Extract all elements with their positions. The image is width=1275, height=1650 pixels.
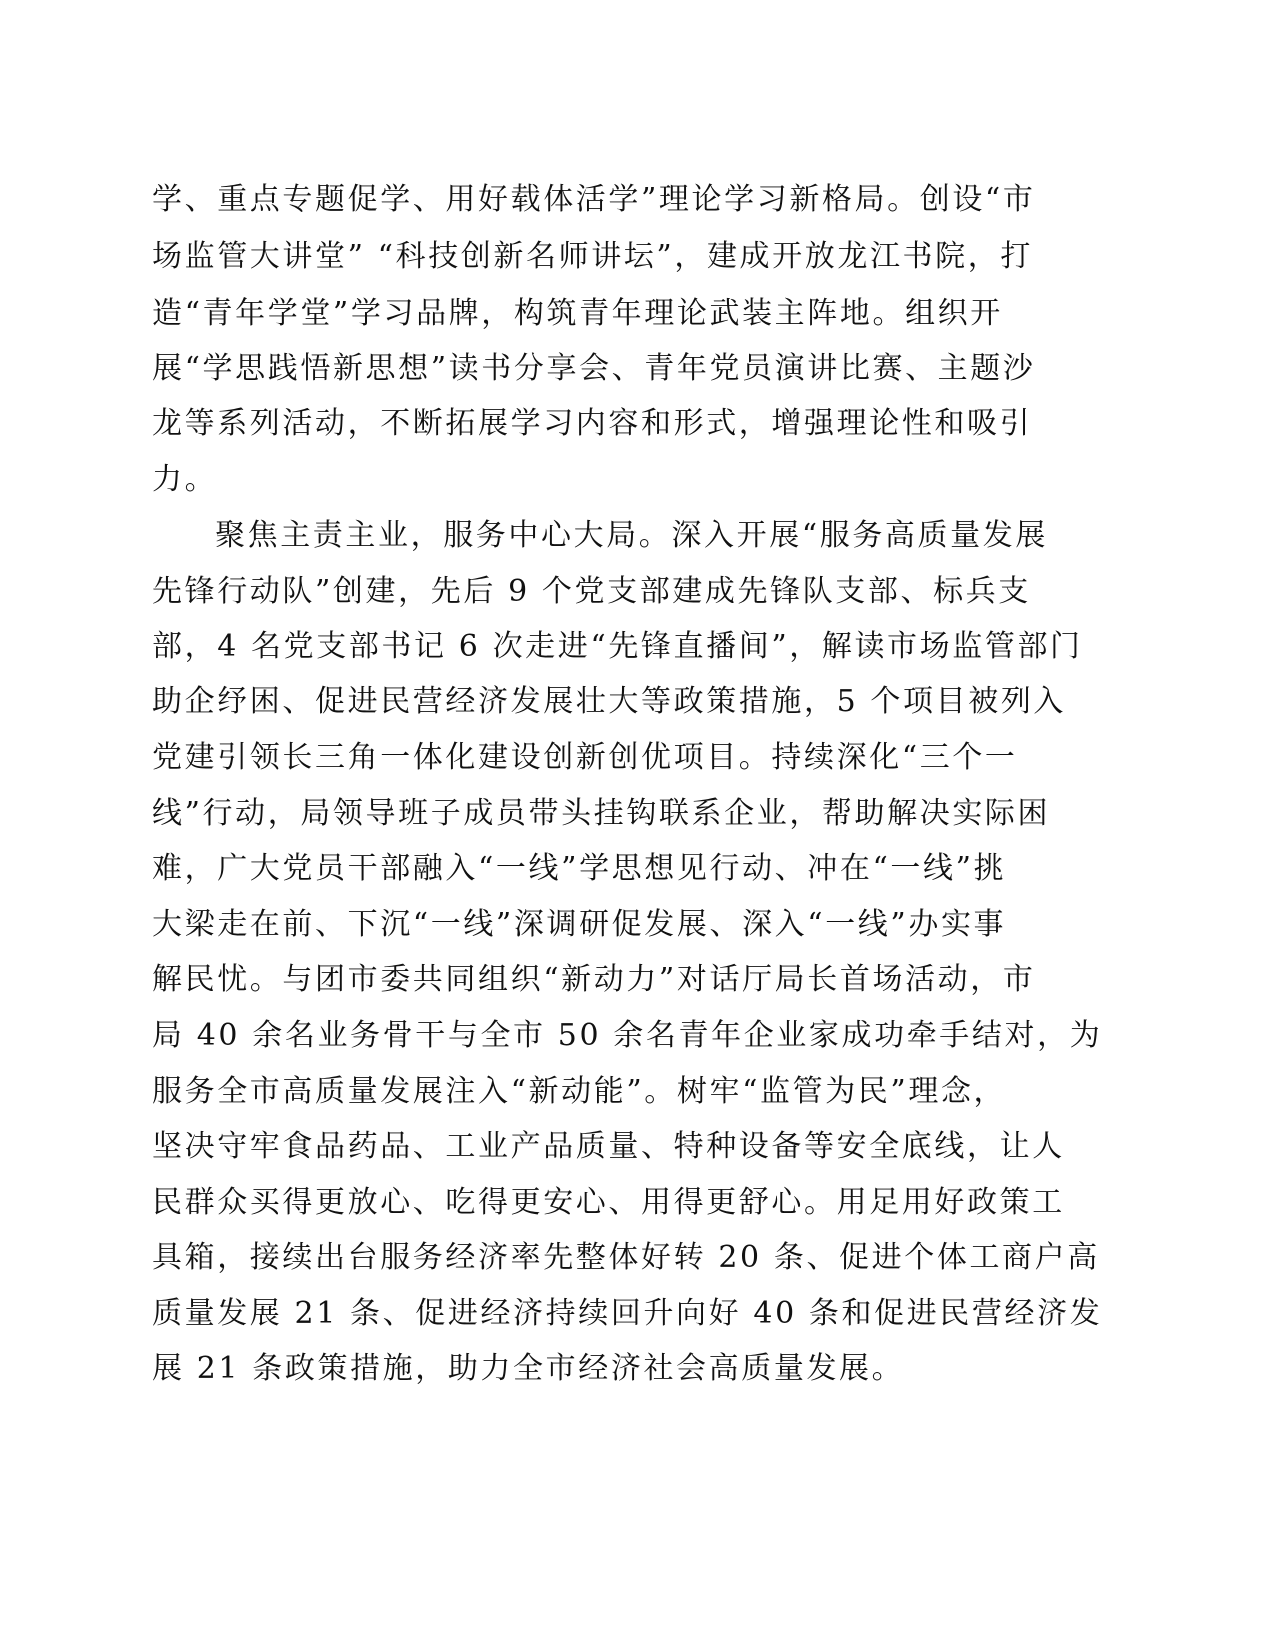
text-line: 先锋行动队”创建，先后 9 个党支部建成先锋队支部、标兵支	[152, 574, 1031, 609]
text-line: 造“青年学堂”学习品牌，构筑青年理论武装主阵地。组织开	[152, 296, 1003, 331]
text-line: 具箱，接续出台服务经济率先整体好转 20 条、促进个体工商户高	[152, 1240, 1100, 1275]
text-line: 场监管大讲堂” “科技创新名师讲坛”，建成开放龙江书院，打	[152, 239, 1033, 274]
text-line: 线”行动，局领导班子成员带头挂钩联系企业，帮助解决实际困	[152, 796, 1051, 831]
text-line: 坚决守牢食品药品、工业产品质量、特种设备等安全底线，让人	[152, 1129, 1065, 1164]
text-line: 难，广大党员干部融入“一线”学思想见行动、冲在“一线”挑	[152, 851, 1007, 886]
text-line: 局 40 余名业务骨干与全市 50 余名青年企业家成功牵手结对，为	[152, 1018, 1103, 1053]
text-line: 部，4 名党支部书记 6 次走进“先锋直播间”，解读市场监管部门	[152, 629, 1083, 664]
text-line: 大梁走在前、下沉“一线”深调研促发展、深入“一线”办实事	[152, 907, 1007, 942]
paragraph-first-line: 聚焦主责主业，服务中心大局。深入开展“服务高质量发展	[215, 518, 1048, 553]
text-line: 解民忧。与团市委共同组织“新动力”对话厅局长首场活动，市	[152, 962, 1036, 997]
text-line: 民群众买得更放心、吃得更安心、用得更舒心。用足用好政策工	[152, 1185, 1065, 1220]
text-line: 党建引领长三角一体化建设创新创优项目。持续深化“三个一	[152, 740, 1018, 775]
text-line: 展 21 条政策措施，助力全市经济社会高质量发展。	[152, 1351, 905, 1386]
text-line: 学、重点专题促学、用好载体活学”理论学习新格局。创设“市	[152, 182, 1036, 217]
text-line: 力。	[152, 462, 218, 497]
text-line: 质量发展 21 条、促进经济持续回升向好 40 条和促进民营经济发	[152, 1296, 1103, 1331]
text-line: 龙等系列活动，不断拓展学习内容和形式，增强理论性和吸引	[152, 406, 1033, 441]
text-line: 助企纾困、促进民营经济发展壮大等政策措施，5 个项目被列入	[152, 684, 1067, 719]
text-line: 展“学思践悟新思想”读书分享会、青年党员演讲比赛、主题沙	[152, 351, 1036, 386]
text-line: 服务全市高质量发展注入“新动能”。树牢“监管为民”理念，	[152, 1074, 1007, 1109]
